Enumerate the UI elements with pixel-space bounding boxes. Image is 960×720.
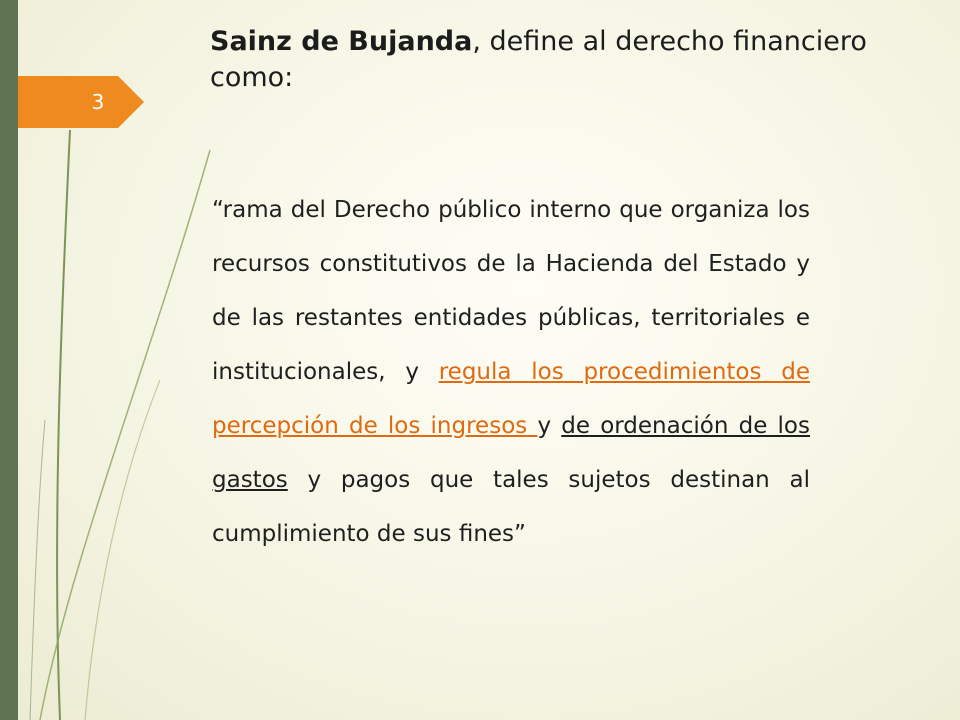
left-sidebar-bar xyxy=(0,0,18,720)
title-author: Sainz de Bujanda xyxy=(210,26,473,57)
quote-underlined-gastos: de ordenación de los gastos xyxy=(212,413,810,493)
page-number: 3 xyxy=(91,90,105,114)
quote-paragraph xyxy=(212,183,810,561)
quote-connector: y xyxy=(537,413,562,439)
quote-part-2: y pagos que tales sujetos destinan al cumplimiento de sus fines” xyxy=(212,467,810,547)
title-rest: , define al derecho financiero como: xyxy=(210,26,867,93)
quote-part-1: “rama del Derecho público interno que organiza los recursos constitutivos de la Hacienda del Estado y de las restantes entidades públicas, territoriales e institucionales, y xyxy=(212,197,810,385)
quote-link-ingresos[interactable]: regula los procedimientos de percepción de los ingresos xyxy=(212,359,810,439)
page-number-tab xyxy=(18,76,144,128)
slide-title xyxy=(210,24,930,96)
